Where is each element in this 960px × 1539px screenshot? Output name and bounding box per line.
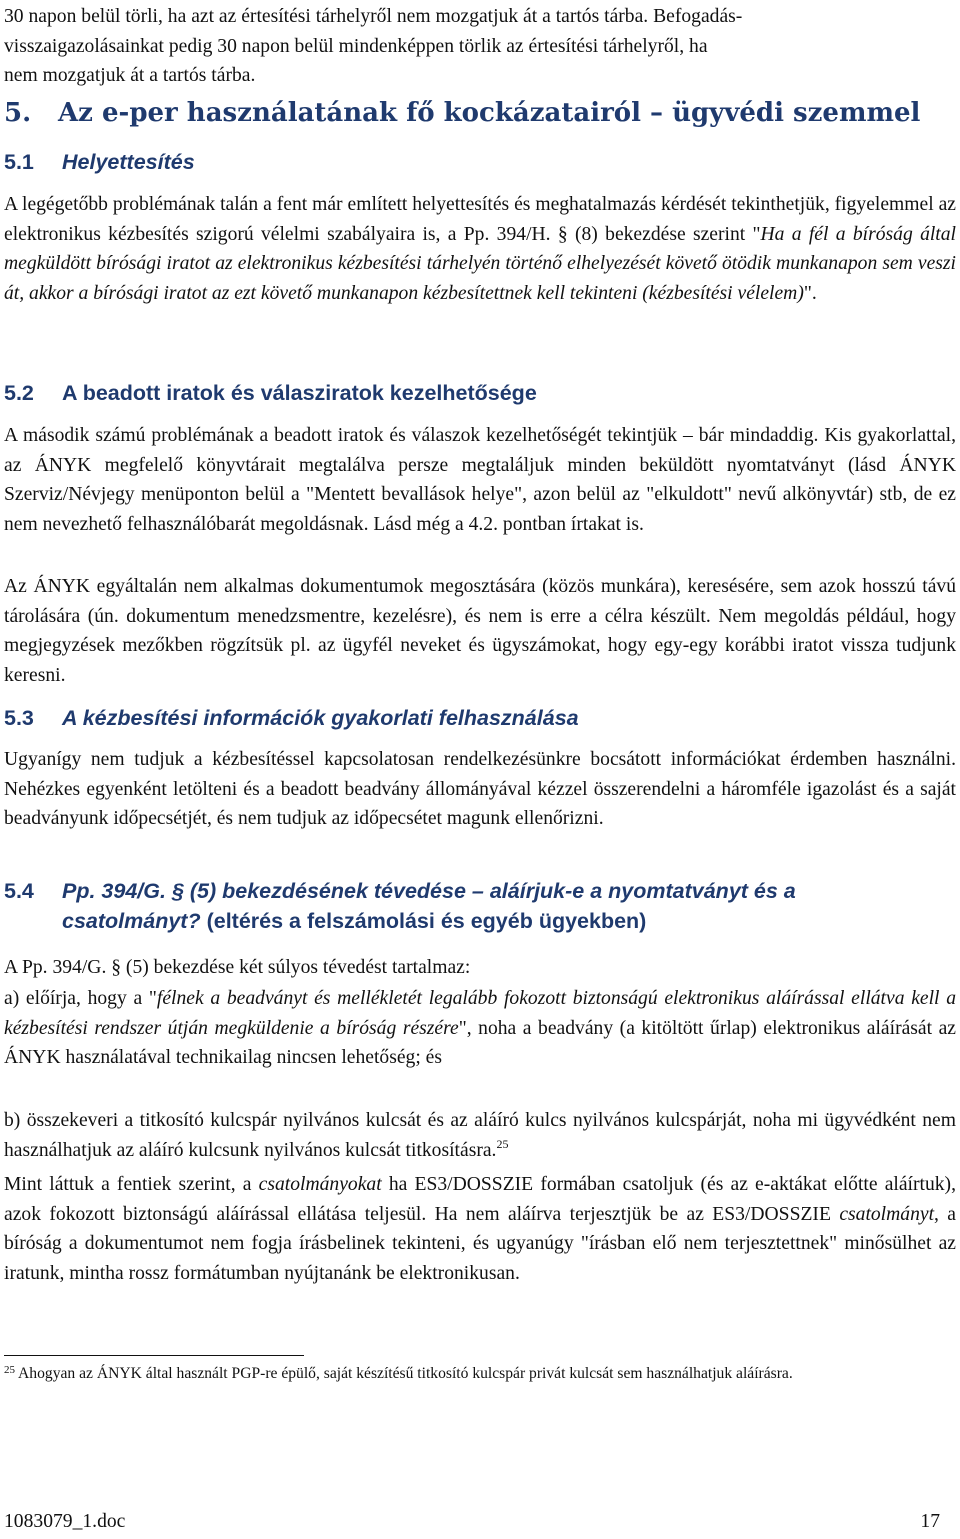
section-5-heading: 5. Az e-per használatának fő kockázatairól – ügyvédi szemmel: [4, 98, 921, 128]
section-5-4-point-b: b) összekeveri a titkosító kulcspár nyilvános kulcsát és az aláíró kulcs nyilvános kulcspárját, noha mi ügyvédként nem használhatjuk az aláíró kulcsunk nyilvános kulcsát titkosításra.$^{25}$: [4, 1110, 956, 1161]
section-5-3-paragraph: Ugyanígy nem tudjuk a kézbesítéssel kapcsolatosan rendelkezésünkre bocsátott információkat érdemben használni. Nehézkes egyenként letölteni és a beadott beadvány állományával kézzel összerendelni a háromféle igazolást és a saját beadványunk időpecsétjét, és nem tudjuk az időpecsétet magunk ellenőrizni.: [4, 749, 956, 829]
section-5-2-heading: 5.2 A beadott iratok és válasziratok kezelhetősége: [4, 381, 537, 405]
section-5-4-paragraph-c: Mint láttuk a fentiek szerint, a csatolmányokat ha ES3/DOSSZIE formában csatoljuk (és az e-aktákat előtte aláírtuk), azok fokozott biztonságú aláírással ellátása teljesül. Ha nem aláírva terjesztjük be az ES3/DOSSZIE csatolmányt, a bíróság a dokumentumot nem fogja írásbelinek tekinteni, és ugyanúgy "írásban elő nem terjesztettnek" minősülhet az iratunk, mintha rossz formátumban nyújtanánk be elektronikusan.: [4, 1174, 956, 1284]
footnote-separator: [4, 1355, 304, 1356]
section-5-4-heading: 5.4 Pp. 394/G. § (5) bekezdésének tévedése – aláírjuk-e a nyomtatványt és a csatolmányt? (eltérés a felszámolási és egyéb ügyekben): [4, 879, 796, 933]
footer-page-number: 17: [920, 1511, 940, 1532]
section-5-1-paragraph: A legégetőbb problémának talán a fent már említett helyettesítés és meghatalmazás kérdését tekinthetjük, figyelemmel az elektronikus kézbesítés szigorú vélelmi szabályaira is, a Pp. 394/H. § (8) bekezdése szerint "Ha a fél a bíróság által megküldött bírósági iratot az elektronikus kézbesítési tárhelyén történő elhelyezését követő ötödik munkanapon sem veszi át, akkor a bírósági iratot az ezt követő munkanapon kézbesítettnek kell tekinteni (kézbesítési vélelem)".: [4, 194, 956, 304]
section-5-1-heading: 5.1 Helyettesítés: [4, 150, 195, 174]
footnote: $^{25}$ Ahogyan az ÁNYK által használt PGP-re épülő, saját készítésű titkosító kulcspár privát kulcsát sem használhatjuk aláírásra.: [4, 1364, 793, 1382]
section-5-4-point-a: a) előírja, hogy a "félnek a beadványt és mellékletét legalább fokozott biztonságú elektronikus aláírással ellátva kell a kézbesítési rendszer útján megküldenie a bíróság részére", noha a beadvány (a kitöltött űrlap) elektronikus aláírását az ÁNYK használatával technikailag nincsen lehetőség; és: [4, 988, 957, 1068]
section-5-4-intro: A Pp. 394/G. § (5) bekezdése két súlyos tévedést tartalmaz:: [4, 957, 471, 978]
footnote-reference[interactable]: 25: [496, 1136, 509, 1151]
intro-paragraph: 30 napon belül törli, ha azt az értesítési tárhelyről nem mozgatjuk át a tartós tárba. Befogadás- visszaigazolásainkat pedig 30 napon belül mindenképpen törlik az értesítési tárhelyről, ha nem mozgatjuk át a tartós tárba.: [4, 6, 743, 86]
section-5-3-heading: 5.3 A kézbesítési információk gyakorlati felhasználása: [4, 706, 579, 730]
section-5-2-paragraph-1: A második számú problémának a beadott iratok és válaszok kezelhetőségét tekintjük – bár mindaddig. Kis gyakorlattal, az ÁNYK megfelelő könyvtárait megtalálva persze megtaláljuk minden beküldött nyomtatványt (lásd ÁNYK Szerviz/Névjegy menüponton belül a "Mentett bevallások helye", azon belül az "elkuldott" nevű alkönyvtár) stb, de ez nem nevezhető felhasználóbarát megoldásnak. Lásd még a 4.2. pontban írtakat is.: [4, 425, 956, 535]
section-5-2-paragraph-2: Az ÁNYK egyáltalán nem alkalmas dokumentumok megosztására (közös munkára), keresésére, sem azok hosszú távú tárolására (ún. dokumentum menedzsmentre, kezelésre), és nem is erre a célra készült. Nem megoldás például, hogy megjegyzések mezőkben rögzítsük pl. az ügyfél neveket és ügyszámokat, hogy egy-egy korábbi iratot vissza tudjunk keresni.: [4, 576, 956, 686]
footer-document-name: 1083079_1.doc: [4, 1511, 126, 1532]
